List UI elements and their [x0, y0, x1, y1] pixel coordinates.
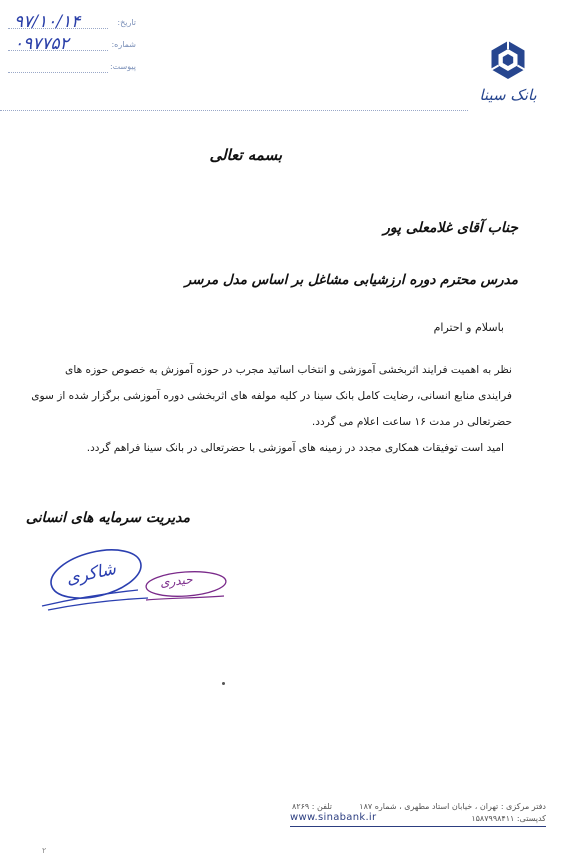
bank-logo: [468, 38, 548, 114]
signature-1: شاکری: [64, 558, 118, 590]
footer-phone: تلفن : ۸۲۶۹: [292, 802, 332, 811]
sina-logo-icon: [468, 38, 548, 88]
recipient: جناب آقای غلامعلی پور: [383, 220, 518, 236]
number-value: ۰۹۷۷۵۲: [14, 34, 69, 54]
recipient-role: مدرس محترم دوره ارزشیابی مشاغل بر اساس مدل مرسر: [184, 272, 518, 288]
paragraph-line: نظر به اهمیت فرایند اثربخشی آموزشی و انتخاب اساتید مجرب در حوزه آموزش به خصوص حوزه های: [65, 364, 512, 376]
salutation: باسلام و احترام: [433, 321, 504, 334]
footer-postal-code: کدپستی: ۱۵۸۷۹۹۸۴۱۱: [471, 814, 546, 823]
corner-mark: ۲: [42, 846, 47, 855]
signature-2: حیدری: [159, 572, 194, 590]
footer-website: www.sinabank.ir: [290, 812, 377, 823]
date-row: [8, 14, 138, 36]
attachment-label: پیوست:: [109, 62, 136, 71]
body-paragraph: [31, 357, 512, 435]
footer-address: دفتر مرکزی : تهران ، خیابان استاد مطهری ، شماره ۱۸۷: [359, 802, 546, 811]
header-divider: [0, 110, 468, 111]
closing-line: امید است توفیقات همکاری مجدد در زمینه های آموزشی با حضرتعالی در بانک سینا فراهم گردد.: [86, 442, 504, 454]
date-value: ۹۷/۱۰/۱۴: [14, 12, 81, 32]
letter-meta: [8, 14, 138, 80]
ink-dot: [222, 682, 225, 685]
paragraph-line: فرایندی منابع انسانی، رضایت کامل بانک سینا در کلیه مولفه های اثربخشی دوره آموزشی برگزار شده از سوی: [31, 390, 512, 402]
attachment-row: [8, 58, 138, 80]
date-label: تاریخ:: [117, 18, 136, 27]
paragraph-line: حضرتعالی در مدت ۱۶ ساعت اعلام می گردد.: [311, 416, 512, 428]
invocation: بسمه تعالی: [209, 146, 282, 164]
footer-divider: [290, 826, 546, 827]
logo-text: بانک سینا: [479, 86, 537, 104]
number-label: شماره:: [111, 40, 136, 49]
number-row: [8, 36, 138, 58]
department-name: مدیریت سرمایه های انسانی: [25, 510, 190, 526]
